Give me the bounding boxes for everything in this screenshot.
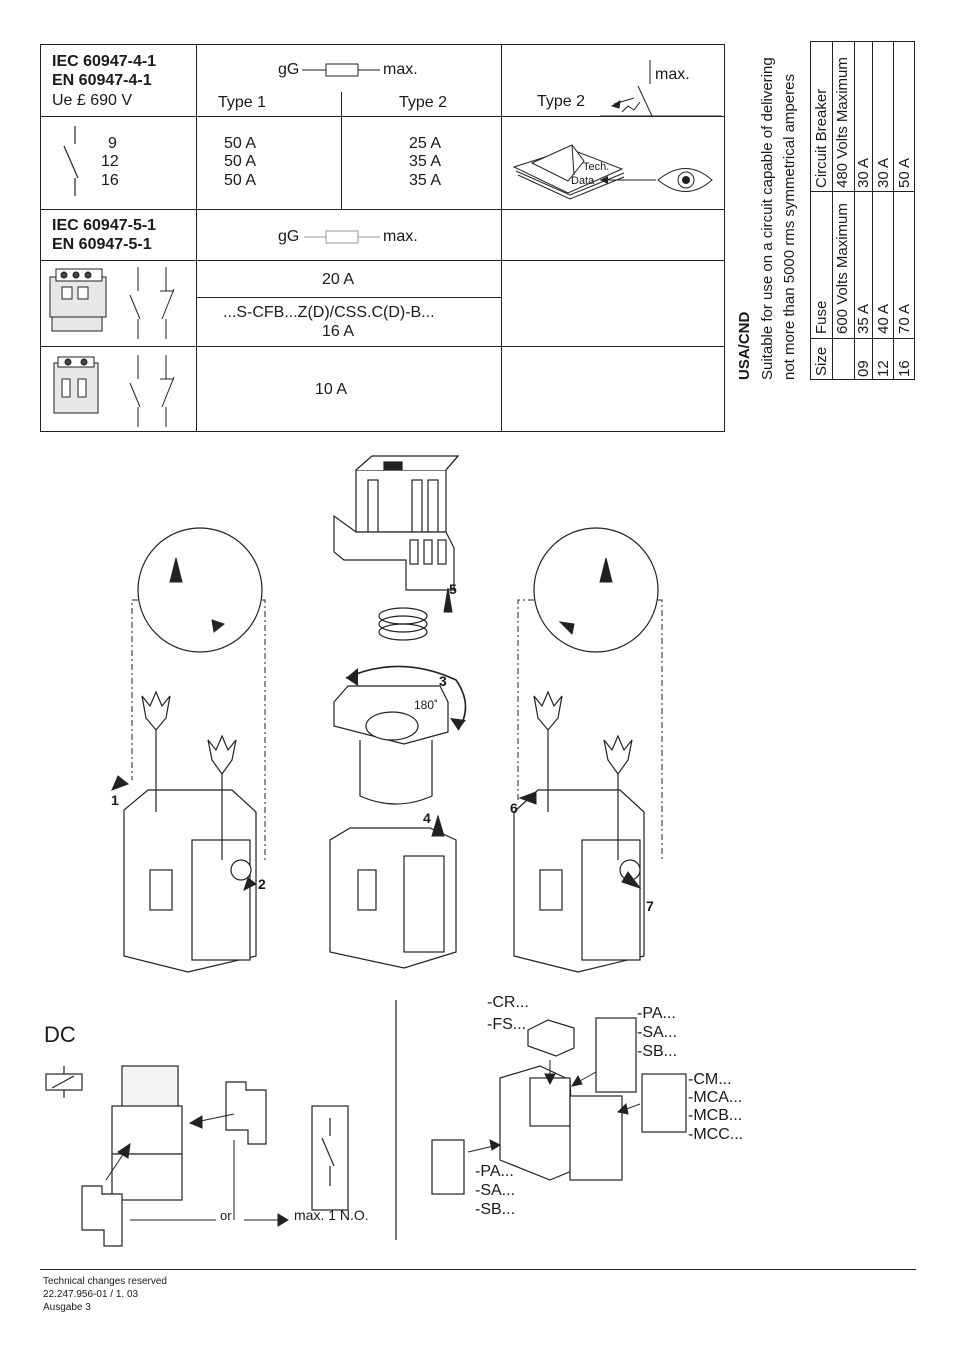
fuse2-gg-label: gG	[278, 228, 300, 245]
acc-sb-top: -SB...	[637, 1043, 678, 1060]
type2-value-12: 35 A	[409, 153, 442, 170]
breaker-value: 16 A	[322, 323, 355, 340]
book-label-tech: Tech.	[583, 161, 610, 173]
type1-header: Type 1	[218, 94, 267, 111]
dc-diagram	[30, 1050, 420, 1280]
std1-line1: IEC 60947-4-1	[52, 53, 157, 70]
usa-title: USA/CND	[736, 311, 753, 380]
coil-replacement-illustration	[0, 440, 954, 1000]
usa-row-fuse: 35 A	[855, 303, 872, 334]
type1-value-12: 50 A	[224, 153, 257, 170]
usa-row-cb: 50 A	[896, 157, 913, 188]
usa-line2: not more than 5000 rms symmetrical amperes	[781, 74, 798, 380]
fuse2-max-label: max.	[383, 228, 418, 245]
footer-line3: Ausgabe 3	[43, 1302, 91, 1313]
step-5-label: 5	[449, 581, 457, 597]
step-7-label: 7	[646, 898, 654, 914]
usa-rating-table-grid	[0, 0, 954, 400]
size-9: 9	[108, 135, 117, 152]
size-12: 12	[101, 153, 119, 170]
type1-value-16: 50 A	[224, 172, 257, 189]
aux-value: 20 A	[322, 271, 355, 288]
step-1-label: 1	[111, 792, 119, 808]
type2-value-16: 35 A	[409, 172, 442, 189]
step-4-label: 4	[423, 810, 431, 826]
type2-header: Type 2	[399, 94, 448, 111]
dc-or-label: or	[220, 1208, 232, 1223]
breaker-reference: ...S-CFB...Z(D)/CSS.C(D)-B...	[223, 304, 435, 321]
std2-line2: EN 60947-5-1	[52, 236, 152, 253]
acc-sa-bottom: -SA...	[475, 1182, 516, 1199]
acc-pa-bottom: -PA...	[475, 1163, 514, 1180]
right-max-label: max.	[655, 66, 690, 83]
book-label-data: Data	[571, 175, 595, 187]
usa-row-size: 09	[855, 360, 872, 377]
footer-line2: 22.247.956-01 / 1. 03	[43, 1289, 139, 1300]
acc-mcc: -MCC...	[688, 1126, 744, 1143]
acc-mca: -MCA...	[688, 1089, 743, 1106]
type2-right-header: Type 2	[537, 93, 586, 110]
acc-sb-bottom: -SB...	[475, 1201, 516, 1218]
step-3-label: 3	[439, 673, 447, 689]
usa-row-fuse: 40 A	[875, 303, 892, 334]
rotation-label: 180˚	[414, 698, 439, 712]
dc-label: DC	[44, 1022, 76, 1047]
acc-sa-top: -SA...	[637, 1024, 678, 1041]
usa-row-cb: 30 A	[875, 157, 892, 188]
usa-row-size: 16	[896, 360, 913, 377]
step-2-label: 2	[258, 876, 266, 892]
acc-pa-top: -PA...	[637, 1005, 676, 1022]
type2-value-9: 25 A	[409, 135, 442, 152]
footer-line1: Technical changes reserved	[43, 1276, 167, 1287]
size-16: 16	[101, 172, 119, 189]
usa-header-fuse-volts: 600 Volts Maximum	[834, 203, 851, 334]
usa-header-cb-volts: 480 Volts Maximum	[834, 57, 851, 188]
acc-fs: -FS...	[487, 1016, 527, 1033]
footer-divider	[40, 1269, 916, 1270]
usa-row-cb: 30 A	[855, 157, 872, 188]
acc-cm: -CM...	[688, 1071, 732, 1088]
std1-line3: Ue £ 690 V	[52, 92, 133, 109]
acc-mcb: -MCB...	[688, 1107, 743, 1124]
std1-line2: EN 60947-4-1	[52, 72, 152, 89]
acc-cr: -CR...	[487, 994, 529, 1011]
usa-header-size: Size	[813, 346, 830, 376]
usa-line1: Suitable for use on a circuit capable of delivering	[759, 57, 776, 380]
fuse-gg-label: gG	[278, 61, 300, 78]
usa-header-cb: Circuit Breaker	[813, 88, 830, 188]
type1-value-9: 50 A	[224, 135, 257, 152]
std2-line1: IEC 60947-5-1	[52, 217, 157, 234]
dc-max-no-label: max. 1 N.O.	[294, 1207, 369, 1223]
step-6-label: 6	[510, 800, 518, 816]
usa-row-fuse: 70 A	[896, 303, 913, 334]
fuse-max-label: max.	[383, 61, 418, 78]
usa-row-size: 12	[875, 360, 892, 377]
usa-header-fuse: Fuse	[813, 300, 830, 334]
block-value: 10 A	[315, 381, 348, 398]
